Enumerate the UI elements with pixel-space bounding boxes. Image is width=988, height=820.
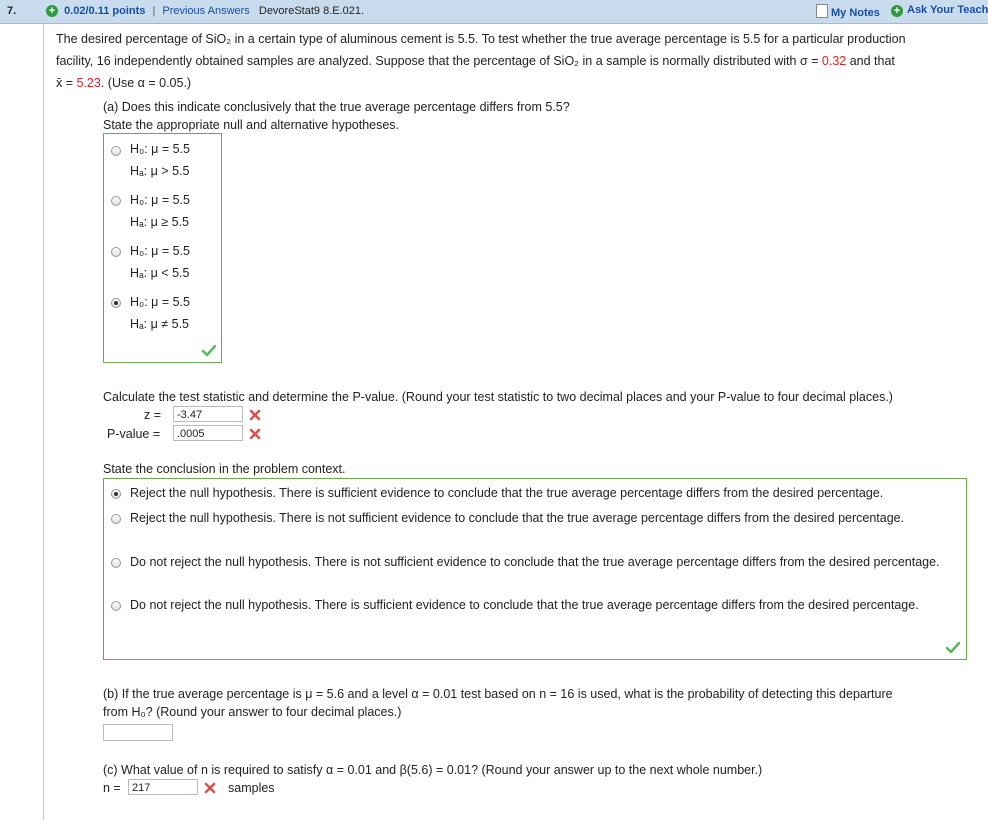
incorrect-x-icon <box>249 409 261 421</box>
part-b-line-1: (b) If the true average percentage is μ = 5.6 and a level α = 0.01 test based on n = 16 is used, what is the probability of detecting this departure <box>103 687 893 701</box>
separator: | <box>152 5 156 17</box>
samples-unit-label: samples <box>228 781 275 795</box>
question-header <box>0 0 988 24</box>
part-a-instruction: State the appropriate null and alternative hypotheses. <box>103 118 400 132</box>
hypothesis-radio-1[interactable] <box>111 146 121 156</box>
notes-checkbox-icon[interactable] <box>816 4 828 18</box>
my-notes-label: My Notes <box>831 7 880 19</box>
problem-line-2: facility, 16 independently obtained samples are analyzed. Suppose that the percentage of SiO₂ in a sample is normally distributed with σ = 0.32 and that <box>56 54 895 68</box>
hypothesis-4-h0: H₀: μ = 5.5 <box>130 295 190 309</box>
points-label: 0.02/0.11 points <box>64 5 146 17</box>
plus-circle-icon[interactable]: + <box>46 5 58 17</box>
problem-code: DevoreStat9 8.E.021. <box>258 5 365 17</box>
hypothesis-2-ha: Hₐ: μ ≥ 5.5 <box>130 215 190 229</box>
hypothesis-1-h0: H₀: μ = 5.5 <box>130 142 190 156</box>
previous-answers-link[interactable]: Previous Answers <box>162 5 250 17</box>
correct-check-icon <box>946 642 960 654</box>
part-b-line-2: from H₀? (Round your answer to four decimal places.) <box>103 705 402 719</box>
incorrect-x-icon <box>249 428 261 440</box>
part-a-question: (a) Does this indicate conclusively that the true average percentage differs from 5.5? <box>103 100 570 114</box>
n-label: n = <box>103 781 121 795</box>
ask-teacher-label: Ask Your Teach <box>907 4 988 16</box>
incorrect-x-icon <box>204 782 216 794</box>
sigma-value: 0.32 <box>821 54 847 68</box>
hypothesis-2-h0: H₀: μ = 5.5 <box>130 193 190 207</box>
xbar-value: 5.23 <box>76 76 101 90</box>
conclusion-option-1: Reject the null hypothesis. There is sufficient evidence to conclude that the true average percentage differs from the desired percentage. <box>130 486 884 500</box>
p-value-input[interactable]: .0005 <box>173 425 243 441</box>
problem-line-3: x̄ = 5.23. (Use α = 0.05.) <box>56 76 192 90</box>
points-area <box>46 5 364 17</box>
problem-line-1: The desired percentage of SiO₂ in a certain type of aluminous cement is 5.5. To test whether the true average percentage is 5.5 for a particular production <box>56 32 906 46</box>
hypothesis-radio-2[interactable] <box>111 196 121 206</box>
hypothesis-1-ha: Hₐ: μ > 5.5 <box>130 164 190 178</box>
part-c-question: (c) What value of n is required to satisfy α = 0.01 and β(5.6) = 0.01? (Round your answer up to the next whole number.) <box>103 763 763 777</box>
conclusion-radio-2[interactable] <box>111 514 121 524</box>
my-notes-button[interactable] <box>816 4 880 19</box>
n-input[interactable]: 217 <box>128 779 198 795</box>
calc-instruction: Calculate the test statistic and determine the P-value. (Round your test statistic to two decimal places and your P-value to four decimal places.) <box>103 390 893 404</box>
hypothesis-4-ha: Hₐ: μ ≠ 5.5 <box>130 317 190 331</box>
hypothesis-radio-3[interactable] <box>111 247 121 257</box>
correct-check-icon <box>202 345 216 357</box>
z-input[interactable]: -3.47 <box>173 406 243 422</box>
conclusion-radio-4[interactable] <box>111 601 121 611</box>
hypothesis-3-h0: H₀: μ = 5.5 <box>130 244 190 258</box>
hypothesis-3-ha: Hₐ: μ < 5.5 <box>130 266 190 280</box>
plus-circle-icon: + <box>891 5 903 17</box>
conclusion-prompt: State the conclusion in the problem context. <box>103 462 346 476</box>
question-number: 7. <box>7 5 17 17</box>
z-label: z = <box>144 408 162 422</box>
conclusion-option-3: Do not reject the null hypothesis. There is not sufficient evidence to conclude that the true average percentage differs from the desired percentage. <box>130 555 940 569</box>
part-b-answer-input[interactable] <box>103 724 173 741</box>
hypothesis-radio-4[interactable] <box>111 298 121 308</box>
left-divider <box>43 24 44 820</box>
conclusion-radio-1[interactable] <box>111 489 121 499</box>
conclusion-radio-3[interactable] <box>111 558 121 568</box>
p-value-label: P-value = <box>107 427 161 441</box>
ask-teacher-button[interactable] <box>891 4 988 17</box>
conclusion-option-2: Reject the null hypothesis. There is not sufficient evidence to conclude that the true average percentage differs from the desired percentage. <box>130 511 905 525</box>
conclusion-option-4: Do not reject the null hypothesis. There is sufficient evidence to conclude that the true average percentage differs from the desired percentage. <box>130 598 919 612</box>
